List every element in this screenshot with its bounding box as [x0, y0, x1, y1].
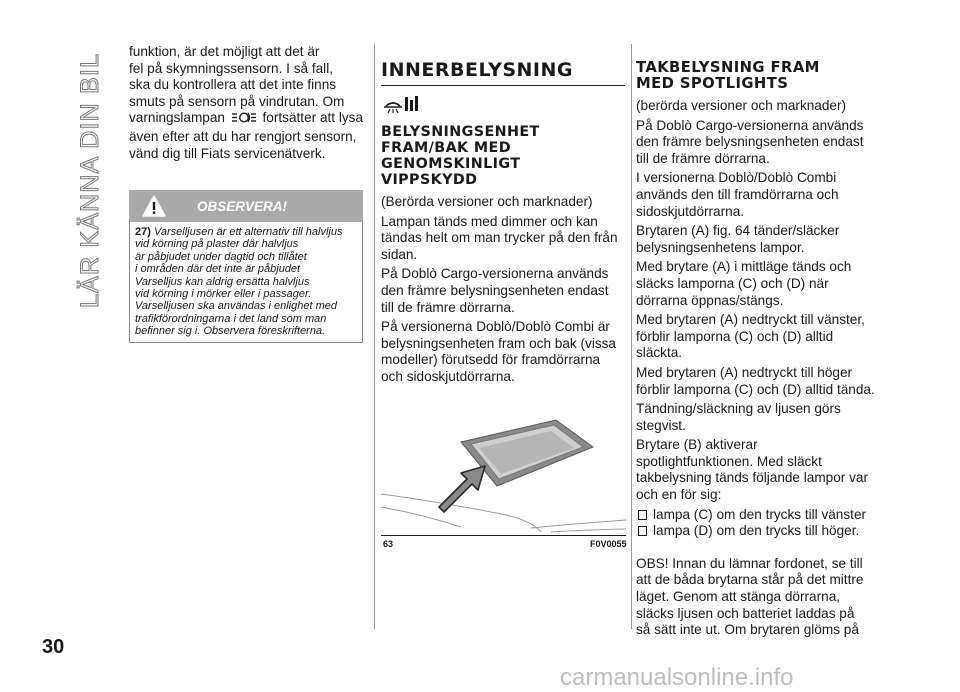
notice-line: i områden där det inte är påbjudet — [135, 263, 301, 276]
text-line: Med brytaren (A) nedtryckt till höger — [636, 364, 853, 380]
text-line: (Berörda versioner och marknader) — [381, 194, 593, 209]
bullet-text: lampa (D) om den trycks till höger. — [653, 523, 860, 539]
side-section-title — [68, 40, 108, 310]
text-line: Brytare (B) aktiverar — [636, 437, 758, 453]
text-line: modeller) förutsedd för framdörrarna — [381, 352, 601, 368]
bullet-box-icon — [638, 510, 647, 520]
subheading-line: VIPPSKYDD — [381, 172, 478, 188]
figure-number: 63 — [383, 539, 394, 549]
bullet-box-icon — [638, 526, 647, 536]
text-line: (berörda versioner och marknader) — [636, 98, 847, 113]
col1-line: fel på skymningssensorn. I så fall, — [129, 60, 333, 76]
notice-number: 27) — [135, 226, 151, 238]
text-line: Med brytare (A) i mittläge tänds och — [636, 259, 852, 275]
text-line: spotlightfunktionen. Med släckt — [636, 453, 822, 469]
col1-before-icon-text: varningslampan — [129, 110, 225, 126]
text-line: Brytaren (A) fig. 64 tänder/släcker — [636, 223, 840, 239]
side-title-text: LÄR KÄNNA DIN BIL — [76, 52, 104, 308]
col1-line-with-icon — [129, 110, 364, 129]
notice-line: är påbjudet under dagtid och tillåtet — [135, 250, 307, 263]
subheading-line: MED SPOTLIGHTS — [636, 75, 789, 92]
notice-header — [129, 190, 363, 222]
text-line: släcks lamporna (C) och (D) när — [636, 275, 829, 291]
heading-rule — [381, 85, 625, 86]
subheading-line: BELYSNINGSENHET — [381, 124, 540, 140]
text-line: läget. Genom att stänga dörrarna, — [636, 589, 841, 605]
col1-line: funktion, är det möjligt att det är — [129, 44, 320, 59]
figure-rule — [381, 535, 626, 536]
text-line: På versionerna Doblò/Doblò Combi är — [381, 319, 610, 335]
notice-box — [129, 190, 363, 363]
text-line: och en för sig: — [636, 487, 722, 503]
headlight-warning-icon — [231, 111, 257, 129]
col1-after-icon-text: fortsätter att lysa — [262, 110, 364, 126]
paragraph — [636, 98, 886, 115]
text-line: På Doblò Cargo-versionerna används — [636, 117, 864, 133]
subheading-line: FRAM/BAK MED — [381, 140, 511, 156]
bullet-item — [636, 507, 886, 524]
notice-line: vid körning på plaster där halvljus — [135, 238, 299, 251]
paragraph — [381, 214, 626, 264]
text-line: dörrarna öppnas/stängs. — [636, 292, 784, 308]
paragraph — [636, 365, 886, 398]
notice-line: befinner sig i. Observera föreskrifterna. — [135, 325, 326, 338]
figure-interior-lamp — [381, 402, 626, 552]
column-3 — [636, 60, 886, 639]
col1-line: smuts på sensorn på vindrutan. Om — [129, 93, 345, 109]
text-line: stegvist. — [636, 417, 686, 433]
text-line: att de båda brytarna står på det mittre — [636, 572, 864, 588]
text-line: till de främre dörrarna. — [636, 150, 770, 166]
subheading-line: TAKBELYSNING FRAM — [636, 59, 820, 76]
paragraph — [381, 266, 626, 316]
paragraph — [636, 170, 886, 220]
notice-line — [135, 226, 358, 238]
column-2 — [381, 60, 626, 389]
text-line: används den till framdörrarna och — [636, 186, 839, 202]
text-line: till de främre dörrarna. — [381, 299, 515, 315]
text-line: så sätt inte ut. Om brytaren glöms på — [636, 622, 859, 638]
bullet-item — [636, 523, 886, 540]
paragraph — [636, 556, 886, 639]
section-heading: INNERBELYSNING — [381, 59, 573, 81]
paragraph — [636, 401, 886, 434]
text-line: och sidoskjutdörrarna. — [381, 368, 515, 384]
interior-lamp-icon — [383, 94, 626, 114]
notice-line-text: Varselljusen är ett alternativ till halvljus — [153, 226, 343, 238]
text-line: takbelysning tänds följande lampor var — [636, 470, 868, 486]
page-number: 30 — [42, 636, 65, 658]
column-divider — [631, 44, 632, 629]
column-1 — [129, 44, 364, 162]
text-line: tändas helt om man trycker på den från — [381, 230, 618, 246]
paragraph — [636, 118, 886, 168]
warning-triangle-icon — [141, 194, 167, 223]
col1-line: vänd dig till Fiats servicenätverk. — [129, 145, 326, 161]
text-line: släckta. — [636, 345, 683, 361]
text-line: den främre belysningsenheten endast — [381, 282, 609, 298]
text-line: belysningsenhetens lampor. — [636, 239, 805, 255]
text-line: släcks ljusen och batteriet laddas på — [636, 605, 855, 621]
text-line: förblir lamporna (C) och (D) alltid — [636, 328, 834, 344]
text-line: Med brytaren (A) nedtryckt till vänster, — [636, 312, 865, 328]
text-line: I versionerna Doblò/Doblò Combi — [636, 170, 837, 186]
text-line: förblir lamporna (C) och (D) alltid tända. — [636, 381, 875, 397]
notice-line: trafikförordningarna i det land som man — [135, 312, 327, 325]
figure-code: F0V0055 — [590, 539, 627, 549]
watermark: carmanualsonline.info — [560, 664, 794, 691]
text-line: sidoskjutdörrarna. — [636, 203, 745, 219]
paragraph — [636, 223, 886, 256]
text-line: belysningsenheten fram och bak (vissa — [381, 335, 616, 351]
text-line: sidan. — [381, 246, 418, 262]
text-line: På Doblò Cargo-versionerna används — [381, 266, 609, 282]
text-line: den främre belysningsenheten endast — [636, 134, 864, 150]
text-line: OBS! Innan du lämnar fordonet, se till — [636, 555, 863, 571]
text-line: Tändning/släckning av ljusen görs — [636, 401, 841, 417]
notice-line: vid körning i mörker eller i passager. — [135, 288, 312, 301]
col1-line: även efter att du har rengjort sensorn, — [129, 128, 357, 144]
paragraph — [381, 194, 626, 211]
subheading-line: GENOMSKINLIGT — [381, 156, 521, 172]
paragraph — [636, 437, 886, 503]
text-line: Lampan tänds med dimmer och kan — [381, 213, 598, 229]
notice-body — [129, 222, 363, 343]
notice-title: OBSERVERA! — [197, 199, 288, 214]
notice-line: Varselljus kan aldrig ersätta halvljus — [135, 275, 310, 288]
paragraph — [381, 319, 626, 385]
paragraph — [636, 259, 886, 309]
column-divider — [374, 44, 375, 629]
col1-line: ska du kontrollera att det inte finns — [129, 77, 337, 93]
bullet-text: lampa (C) om den trycks till vänster — [653, 506, 867, 522]
notice-line: Varselljusen ska användas i enlighet med — [135, 300, 337, 313]
paragraph — [636, 312, 886, 362]
